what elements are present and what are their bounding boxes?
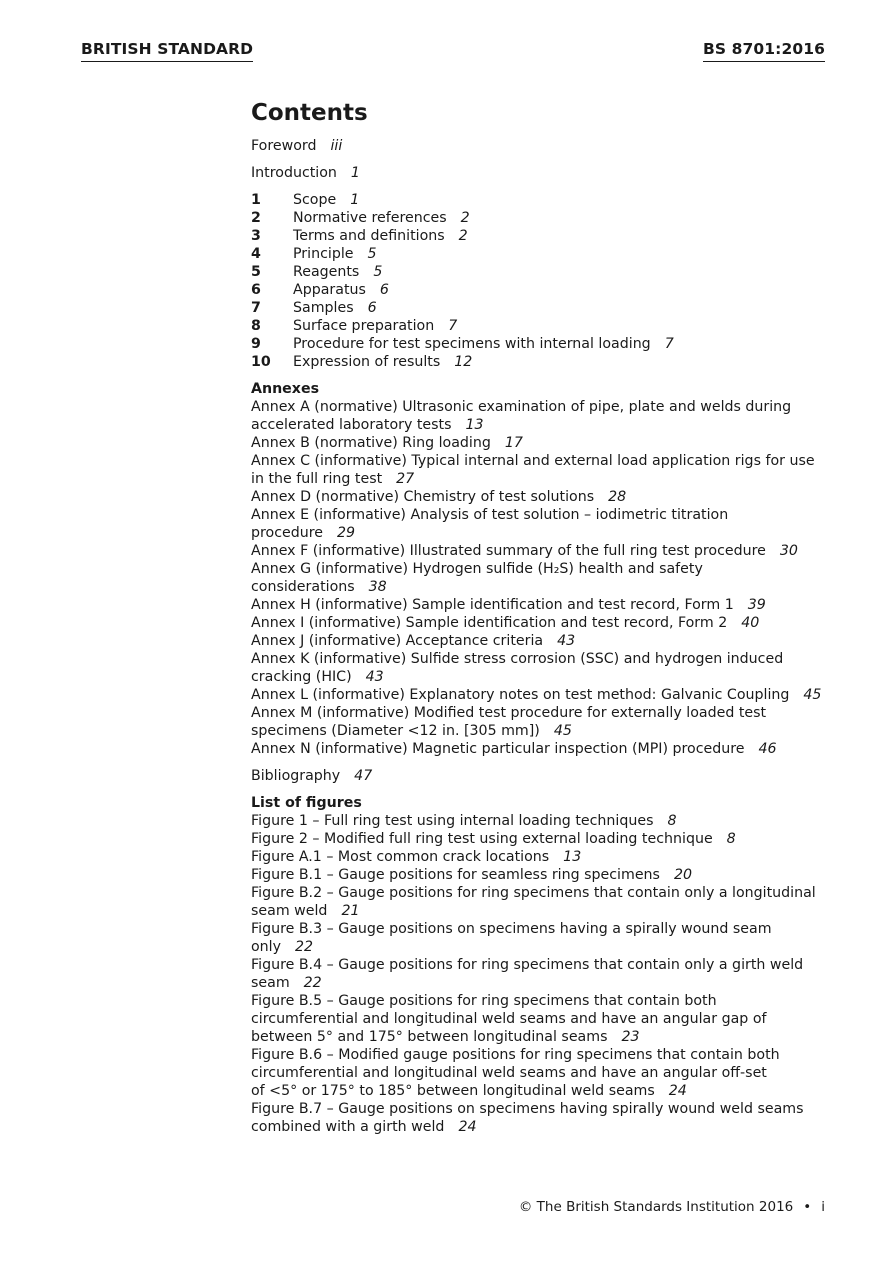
toc-entry-figure[interactable] xyxy=(251,956,831,992)
toc-entry-figure[interactable] xyxy=(251,920,831,956)
entry-label: Surface preparation xyxy=(293,318,435,334)
toc-entry-annex[interactable] xyxy=(251,740,831,758)
entry-label: Annex E (informative) Analysis of test solution – iodimetric titration xyxy=(251,507,729,523)
entry-line xyxy=(251,866,831,884)
toc-entry-figure[interactable] xyxy=(251,848,831,866)
clause-number: 2 xyxy=(251,210,261,226)
entry-line xyxy=(251,920,831,938)
entry-label: Figure B.3 – Gauge positions on specimens having a spirally wound seam xyxy=(251,921,772,937)
entry-line xyxy=(251,974,831,992)
entry-label: accelerated laboratory tests xyxy=(251,417,452,433)
entry-page: 7 xyxy=(448,318,458,334)
entry-label: Apparatus xyxy=(293,282,366,298)
entry-line xyxy=(251,398,831,416)
footer-copyright: © The British Standards Institution 2016 xyxy=(518,1199,794,1215)
entry-page: 28 xyxy=(608,489,627,505)
entry-label: seam weld xyxy=(251,903,328,919)
entry-label: Annex M (informative) Modified test procedure for externally loaded test xyxy=(251,705,767,721)
entry-page: 23 xyxy=(621,1029,640,1045)
toc-entry-annex[interactable] xyxy=(251,434,831,452)
entry-line xyxy=(251,668,831,686)
entry-line xyxy=(251,1028,831,1046)
annex-list xyxy=(251,398,831,758)
entry-line xyxy=(251,578,831,596)
entry-page: 5 xyxy=(373,264,383,280)
entry-page: 22 xyxy=(295,939,314,955)
toc-entry-annex[interactable] xyxy=(251,398,831,434)
entry-label: only xyxy=(251,939,282,955)
entry-label: seam xyxy=(251,975,290,991)
entry-label: Samples xyxy=(293,300,354,316)
entry-page: 40 xyxy=(741,615,760,631)
entry-label: Figure B.1 – Gauge positions for seamless ring specimens xyxy=(251,867,660,883)
toc-entry-annex[interactable] xyxy=(251,614,831,632)
toc-entry-bibliography[interactable] xyxy=(251,767,831,785)
entry-page: 24 xyxy=(668,1083,687,1099)
footer-bullet: • xyxy=(803,1199,812,1215)
entry-line xyxy=(251,1010,831,1028)
entry-page: 45 xyxy=(803,687,822,703)
entry-label: cracking (HIC) xyxy=(251,669,352,685)
entry-line xyxy=(251,992,831,1010)
entry-line xyxy=(251,524,831,542)
entry-page: 8 xyxy=(667,813,677,829)
entry-label: Scope xyxy=(293,192,337,208)
entry-line xyxy=(251,938,831,956)
entry-line xyxy=(251,1082,831,1100)
toc-entry-figure[interactable] xyxy=(251,812,831,830)
entry-line xyxy=(251,632,831,650)
entry-label: Figure B.7 – Gauge positions on specimens having spirally wound weld seams xyxy=(251,1101,804,1117)
clause-number: 7 xyxy=(251,300,261,316)
entry-page: 21 xyxy=(341,903,360,919)
entry-label: in the full ring test xyxy=(251,471,383,487)
entry-label: Foreword xyxy=(251,138,317,154)
entry-label: of <5° or 175° to 185° between longitudinal weld seams xyxy=(251,1083,655,1099)
entry-label: Figure 2 – Modified full ring test using external loading technique xyxy=(251,831,713,847)
entry-label: circumferential and longitudinal weld seams and have an angular gap of xyxy=(251,1011,767,1027)
entry-line xyxy=(251,686,831,704)
toc-entry-clause[interactable] xyxy=(251,263,831,281)
entry-page: 8 xyxy=(726,831,736,847)
entry-line xyxy=(251,884,831,902)
header-standard-label: BRITISH STANDARD xyxy=(81,40,253,62)
entry-line xyxy=(251,902,831,920)
toc-entry-clause[interactable] xyxy=(251,245,831,263)
entry-label: Annex N (informative) Magnetic particular inspection (MPI) procedure xyxy=(251,741,745,757)
entry-label: circumferential and longitudinal weld seams and have an angular off-set xyxy=(251,1065,767,1081)
toc-entry-clause[interactable] xyxy=(251,335,831,353)
annexes-heading: Annexes xyxy=(251,381,320,397)
contents-body xyxy=(251,99,831,1136)
entry-page: 1 xyxy=(350,165,360,181)
entry-label: Procedure for test specimens with internal loading xyxy=(293,336,651,352)
entry-line xyxy=(251,848,831,866)
toc-entry-annex[interactable] xyxy=(251,560,831,596)
entry-label: Annex I (informative) Sample identification and test record, Form 2 xyxy=(251,615,728,631)
entry-page: 45 xyxy=(553,723,572,739)
entry-line xyxy=(251,830,831,848)
entry-label: Figure 1 – Full ring test using internal loading techniques xyxy=(251,813,654,829)
entry-label: Annex G (informative) Hydrogen sulfide (H₂S) health and safety xyxy=(251,561,703,577)
toc-entry-clause[interactable] xyxy=(251,353,831,371)
entry-label: Annex K (informative) Sulfide stress corrosion (SSC) and hydrogen induced xyxy=(251,651,784,667)
entry-line xyxy=(251,740,831,758)
toc-entry-front[interactable] xyxy=(251,164,831,182)
clause-number: 6 xyxy=(251,282,261,298)
toc-entry-figure[interactable] xyxy=(251,1046,831,1100)
page-title: Contents xyxy=(251,100,368,126)
entry-line xyxy=(251,704,831,722)
toc-entry-clause[interactable] xyxy=(251,281,831,299)
entry-page: 2 xyxy=(460,210,470,226)
entry-page: 12 xyxy=(454,354,473,370)
entry-page: 30 xyxy=(779,543,798,559)
toc-entry-annex[interactable] xyxy=(251,542,831,560)
toc-entry-annex[interactable] xyxy=(251,596,831,614)
toc-entry-front[interactable] xyxy=(251,137,831,155)
clause-list xyxy=(251,191,831,371)
entry-line xyxy=(251,956,831,974)
entry-line xyxy=(251,1100,831,1118)
entry-label: between 5° and 175° between longitudinal seams xyxy=(251,1029,608,1045)
entry-line xyxy=(251,542,831,560)
entry-page: 39 xyxy=(747,597,766,613)
entry-label: Bibliography xyxy=(251,768,341,784)
page-footer xyxy=(519,1199,825,1215)
entry-page: 46 xyxy=(758,741,777,757)
entry-label: Figure B.2 – Gauge positions for ring specimens that contain only a longitudinal xyxy=(251,885,816,901)
entry-label: Terms and definitions xyxy=(293,228,445,244)
clause-number: 3 xyxy=(251,228,261,244)
entry-line xyxy=(251,614,831,632)
entry-page: 43 xyxy=(365,669,384,685)
entry-page: 29 xyxy=(336,525,356,541)
entry-line xyxy=(251,812,831,830)
toc-entry-figure[interactable] xyxy=(251,992,831,1046)
figures-heading: List of figures xyxy=(251,795,362,811)
entry-label: Principle xyxy=(293,246,354,262)
entry-label: Introduction xyxy=(251,165,337,181)
toc-entry-clause[interactable] xyxy=(251,191,831,209)
entry-page: 20 xyxy=(673,867,692,883)
entry-page: 47 xyxy=(354,768,373,784)
entry-label: Annex F (informative) Illustrated summary of the full ring test procedure xyxy=(251,543,766,559)
entry-label: combined with a girth weld xyxy=(251,1119,445,1135)
toc-entry-annex[interactable] xyxy=(251,704,831,740)
entry-line xyxy=(251,1064,831,1082)
entry-label: Expression of results xyxy=(293,354,441,370)
toc-entry-annex[interactable] xyxy=(251,632,831,650)
entry-label: procedure xyxy=(251,525,323,541)
entry-page: 13 xyxy=(563,849,582,865)
entry-line xyxy=(251,1046,831,1064)
footer-page-number: i xyxy=(821,1199,825,1215)
entry-label: Figure B.5 – Gauge positions for ring specimens that contain both xyxy=(251,993,717,1009)
entry-label: Figure B.4 – Gauge positions for ring specimens that contain only a girth weld xyxy=(251,957,804,973)
entry-label: Annex D (normative) Chemistry of test solutions xyxy=(251,489,595,505)
clause-number: 4 xyxy=(251,246,261,262)
entry-line xyxy=(251,722,831,740)
entry-label: Annex B (normative) Ring loading xyxy=(251,435,491,451)
entry-line xyxy=(251,596,831,614)
entry-line xyxy=(251,488,831,506)
toc-entry-figure[interactable] xyxy=(251,866,831,884)
entry-page: iii xyxy=(330,138,343,154)
entry-page: 22 xyxy=(303,975,322,991)
entry-page: 38 xyxy=(368,579,387,595)
entry-page: 1 xyxy=(350,192,360,208)
figure-list xyxy=(251,812,831,1136)
entry-page: 24 xyxy=(458,1119,477,1135)
entry-label: Annex J (informative) Acceptance criteria xyxy=(251,633,544,649)
toc-entry-annex[interactable] xyxy=(251,488,831,506)
toc-entry-clause[interactable] xyxy=(251,209,831,227)
clause-number: 5 xyxy=(251,264,261,280)
entry-label: Annex C (informative) Typical internal and external load application rigs for use xyxy=(251,453,815,469)
entry-page: 5 xyxy=(367,246,377,262)
entry-label: Annex H (informative) Sample identification and test record, Form 1 xyxy=(251,597,734,613)
entry-line xyxy=(251,416,831,434)
entry-page: 2 xyxy=(458,228,468,244)
entry-page: 6 xyxy=(379,282,389,298)
front-matter-list xyxy=(251,137,831,191)
entry-line xyxy=(251,1118,831,1136)
toc-entry-annex[interactable] xyxy=(251,452,831,488)
toc-entry-annex[interactable] xyxy=(251,686,831,704)
toc-entry-figure[interactable] xyxy=(251,1100,831,1136)
entry-label: Figure B.6 – Modified gauge positions for ring specimens that contain both xyxy=(251,1047,780,1063)
entry-line xyxy=(251,452,831,470)
entry-page: 27 xyxy=(396,471,415,487)
entry-label: Figure A.1 – Most common crack locations xyxy=(251,849,550,865)
clause-number: 1 xyxy=(251,192,261,208)
entry-label: Normative references xyxy=(293,210,447,226)
entry-label: specimens (Diameter <12 in. [305 mm]) xyxy=(251,723,540,739)
toc-entry-clause[interactable] xyxy=(251,227,831,245)
clause-number: 8 xyxy=(251,318,261,334)
entry-label: Reagents xyxy=(293,264,360,280)
entry-line xyxy=(251,434,831,452)
entry-line xyxy=(251,470,831,488)
header-standard-number: BS 8701:2016 xyxy=(703,40,825,62)
entry-page: 7 xyxy=(664,336,674,352)
entry-line xyxy=(251,560,831,578)
clause-number: 10 xyxy=(251,354,271,370)
toc-entry-figure[interactable] xyxy=(251,884,831,920)
toc-entry-annex[interactable] xyxy=(251,506,831,542)
entry-line xyxy=(251,506,831,524)
entry-page: 43 xyxy=(557,633,576,649)
toc-entry-clause[interactable] xyxy=(251,317,831,335)
entry-page: 17 xyxy=(504,435,523,451)
clause-number: 9 xyxy=(251,336,261,352)
toc-entry-figure[interactable] xyxy=(251,830,831,848)
entry-page: 6 xyxy=(367,300,377,316)
entry-line xyxy=(251,650,831,668)
toc-entry-annex[interactable] xyxy=(251,650,831,686)
entry-label: Annex A (normative) Ultrasonic examination of pipe, plate and welds during xyxy=(251,399,792,415)
entry-label: Annex L (informative) Explanatory notes on test method: Galvanic Coupling xyxy=(251,687,790,703)
entry-label: considerations xyxy=(251,579,355,595)
toc-entry-clause[interactable] xyxy=(251,299,831,317)
entry-page: 13 xyxy=(465,417,484,433)
